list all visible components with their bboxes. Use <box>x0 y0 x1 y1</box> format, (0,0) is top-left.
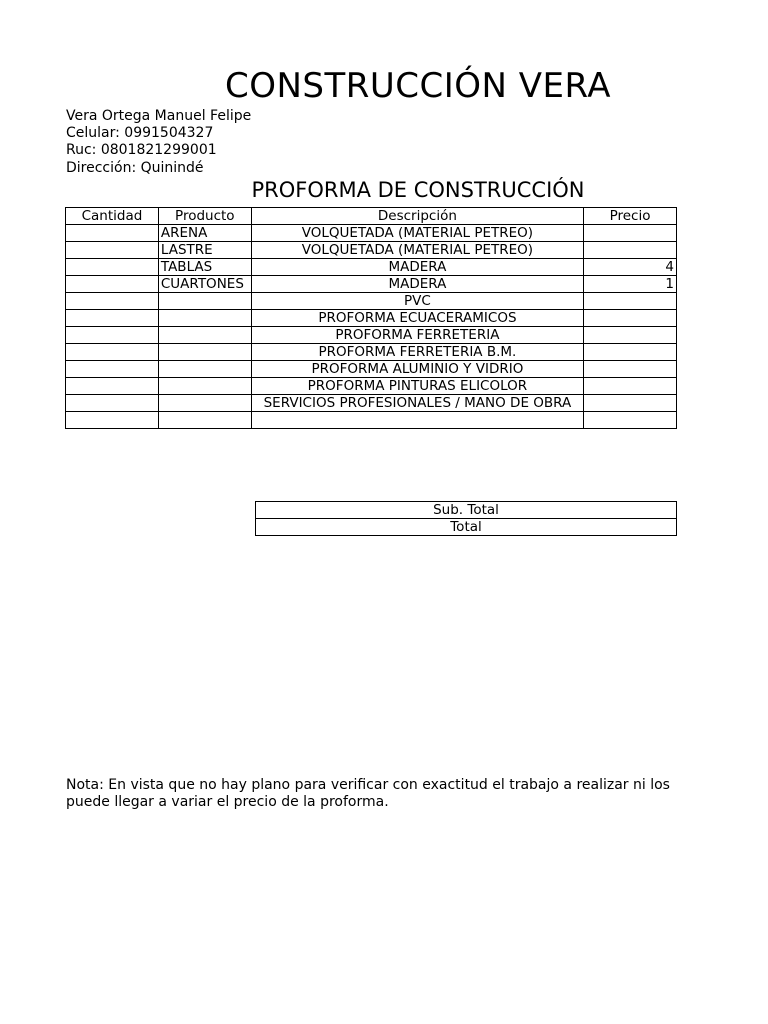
items-table-body <box>66 225 677 429</box>
product-cell <box>158 327 251 344</box>
ruc-number: Ruc: 0801821299001 <box>66 142 217 158</box>
quantity-cell <box>66 259 159 276</box>
column-header-price: Precio <box>584 208 677 225</box>
quantity-cell <box>66 327 159 344</box>
price-cell: 4 <box>584 259 677 276</box>
table-row <box>66 242 677 259</box>
table-row <box>66 361 677 378</box>
table-row <box>66 276 677 293</box>
table-row <box>66 310 677 327</box>
description-cell: VOLQUETADA (MATERIAL PETREO) <box>251 225 583 242</box>
table-row <box>66 412 677 429</box>
product-cell <box>158 344 251 361</box>
description-cell: PROFORMA PINTURAS ELICOLOR <box>251 378 583 395</box>
product-cell <box>158 412 251 429</box>
price-cell <box>584 225 677 242</box>
quantity-cell <box>66 361 159 378</box>
table-row <box>66 293 677 310</box>
description-cell: PROFORMA ECUACERAMICOS <box>251 310 583 327</box>
description-cell: VOLQUETADA (MATERIAL PETREO) <box>251 242 583 259</box>
subtotal-row <box>256 502 677 519</box>
price-cell <box>584 361 677 378</box>
description-cell: PROFORMA ALUMINIO Y VIDRIO <box>251 361 583 378</box>
product-cell: ARENA <box>158 225 251 242</box>
description-cell: PROFORMA FERRETERIA B.M. <box>251 344 583 361</box>
proforma-subtitle: PROFORMA DE CONSTRUCCIÓN <box>251 178 585 202</box>
description-cell: MADERA <box>251 276 583 293</box>
description-cell: SERVICIOS PROFESIONALES / MANO DE OBRA <box>251 395 583 412</box>
description-cell <box>251 412 583 429</box>
product-cell: TABLAS <box>158 259 251 276</box>
owner-name: Vera Ortega Manuel Felipe <box>66 108 252 124</box>
subtotal-label: Sub. Total <box>256 502 677 519</box>
description-cell: PVC <box>251 293 583 310</box>
total-row <box>256 519 677 536</box>
column-header-description: Descripción <box>251 208 583 225</box>
column-header-quantity: Cantidad <box>66 208 159 225</box>
quantity-cell <box>66 310 159 327</box>
description-cell: PROFORMA FERRETERIA <box>251 327 583 344</box>
price-cell <box>584 310 677 327</box>
price-cell <box>584 378 677 395</box>
product-cell: LASTRE <box>158 242 251 259</box>
items-table <box>65 207 677 429</box>
quantity-cell <box>66 378 159 395</box>
table-row <box>66 259 677 276</box>
price-cell <box>584 395 677 412</box>
phone-number: Celular: 0991504327 <box>66 125 214 141</box>
column-header-product: Producto <box>158 208 251 225</box>
quantity-cell <box>66 225 159 242</box>
quantity-cell <box>66 395 159 412</box>
document-title: CONSTRUCCIÓN VERA <box>224 66 612 106</box>
price-cell: 1 <box>584 276 677 293</box>
quantity-cell <box>66 242 159 259</box>
description-cell: MADERA <box>251 259 583 276</box>
table-row <box>66 344 677 361</box>
quantity-cell <box>66 412 159 429</box>
price-cell <box>584 293 677 310</box>
product-cell <box>158 293 251 310</box>
table-row <box>66 225 677 242</box>
price-cell <box>584 242 677 259</box>
note-text: Nota: En vista que no hay plano para verificar con exactitud el trabajo a realizar ni los puede llegar a variar el precio de la proforma. <box>66 777 670 810</box>
price-cell <box>584 344 677 361</box>
table-row <box>66 378 677 395</box>
address: Dirección: Quinindé <box>66 160 204 176</box>
total-label: Total <box>256 519 677 536</box>
product-cell <box>158 310 251 327</box>
product-cell <box>158 378 251 395</box>
table-row <box>66 395 677 412</box>
totals-table <box>255 501 677 536</box>
product-cell <box>158 361 251 378</box>
price-cell <box>584 327 677 344</box>
table-header-row <box>66 208 677 225</box>
quantity-cell <box>66 293 159 310</box>
product-cell <box>158 395 251 412</box>
quantity-cell <box>66 276 159 293</box>
price-cell <box>584 412 677 429</box>
table-row <box>66 327 677 344</box>
quantity-cell <box>66 344 159 361</box>
product-cell: CUARTONES <box>158 276 251 293</box>
